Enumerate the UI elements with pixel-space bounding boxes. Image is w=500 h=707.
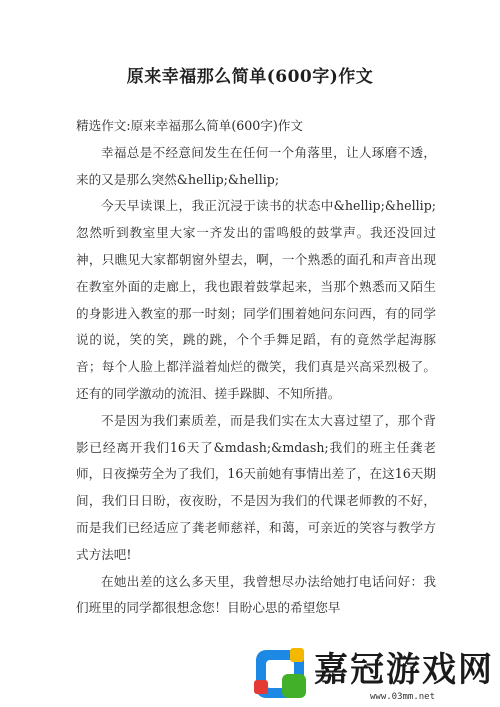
site-watermark — [252, 640, 500, 707]
paragraph-1: 幸福总是不经意间发生在任何一个角落里，让人琢磨不透，来的又是那么突然&hellip;&hellip; — [76, 144, 436, 187]
site-url: www.03mm.net — [370, 692, 436, 702]
paragraph-2: 今天早读课上，我正沉浸于读书的状态中&hellip;&hellip;忽然听到教室里大家一齐发出的雷鸣般的鼓掌声。我还没回过神，只瞧见大家都朝窗外望去，啊，一个熟悉的面孔和声音出现在教室外面的走廊上，我也跟着鼓掌起来，当那个熟悉而又陌生的身影进入教室的那一时刻；同学们围着她问东问西，有的同学说的说，笑的笑，跳的跳，个个手舞足蹈，有的竟然学起海豚音；每个人脸上都洋溢着灿烂的微笑，我们真是兴高采烈极了。还有的同学激动的流泪、搓手跺脚、不知所措。 — [76, 198, 436, 401]
document-body — [76, 113, 436, 622]
site-name: 嘉冠游戏网 — [314, 650, 494, 690]
document-title: 原来幸福那么简单(600字)作文 — [126, 67, 374, 87]
logo-green-block — [282, 674, 306, 698]
document-subtitle: 精选作文:原来幸福那么简单(600字)作文 — [76, 118, 304, 133]
paragraph-4: 在她出差的这么多天里，我曾想尽办法给她打电话问好：我们班里的同学都很想念您！目盼心思的希望您早 — [76, 573, 436, 616]
paragraph-3: 不是因为我们素质差，而是我们实在太大喜过望了，那个背影已经离开我们16天了&mdash;&mdash;我们的班主任龚老师，日夜操劳全为了我们，16天前她有事情出差了，在这16天期间，我们日日盼，夜夜盼，不是因为我们的代课老师教的不好，而是我们已经适应了龚老师慈祥，和蔼，可亲近的笑容与教学方式方法吧! — [76, 412, 436, 562]
logo-yellow-block — [290, 648, 304, 662]
logo-red-block — [254, 680, 268, 694]
site-logo-icon — [252, 646, 308, 702]
